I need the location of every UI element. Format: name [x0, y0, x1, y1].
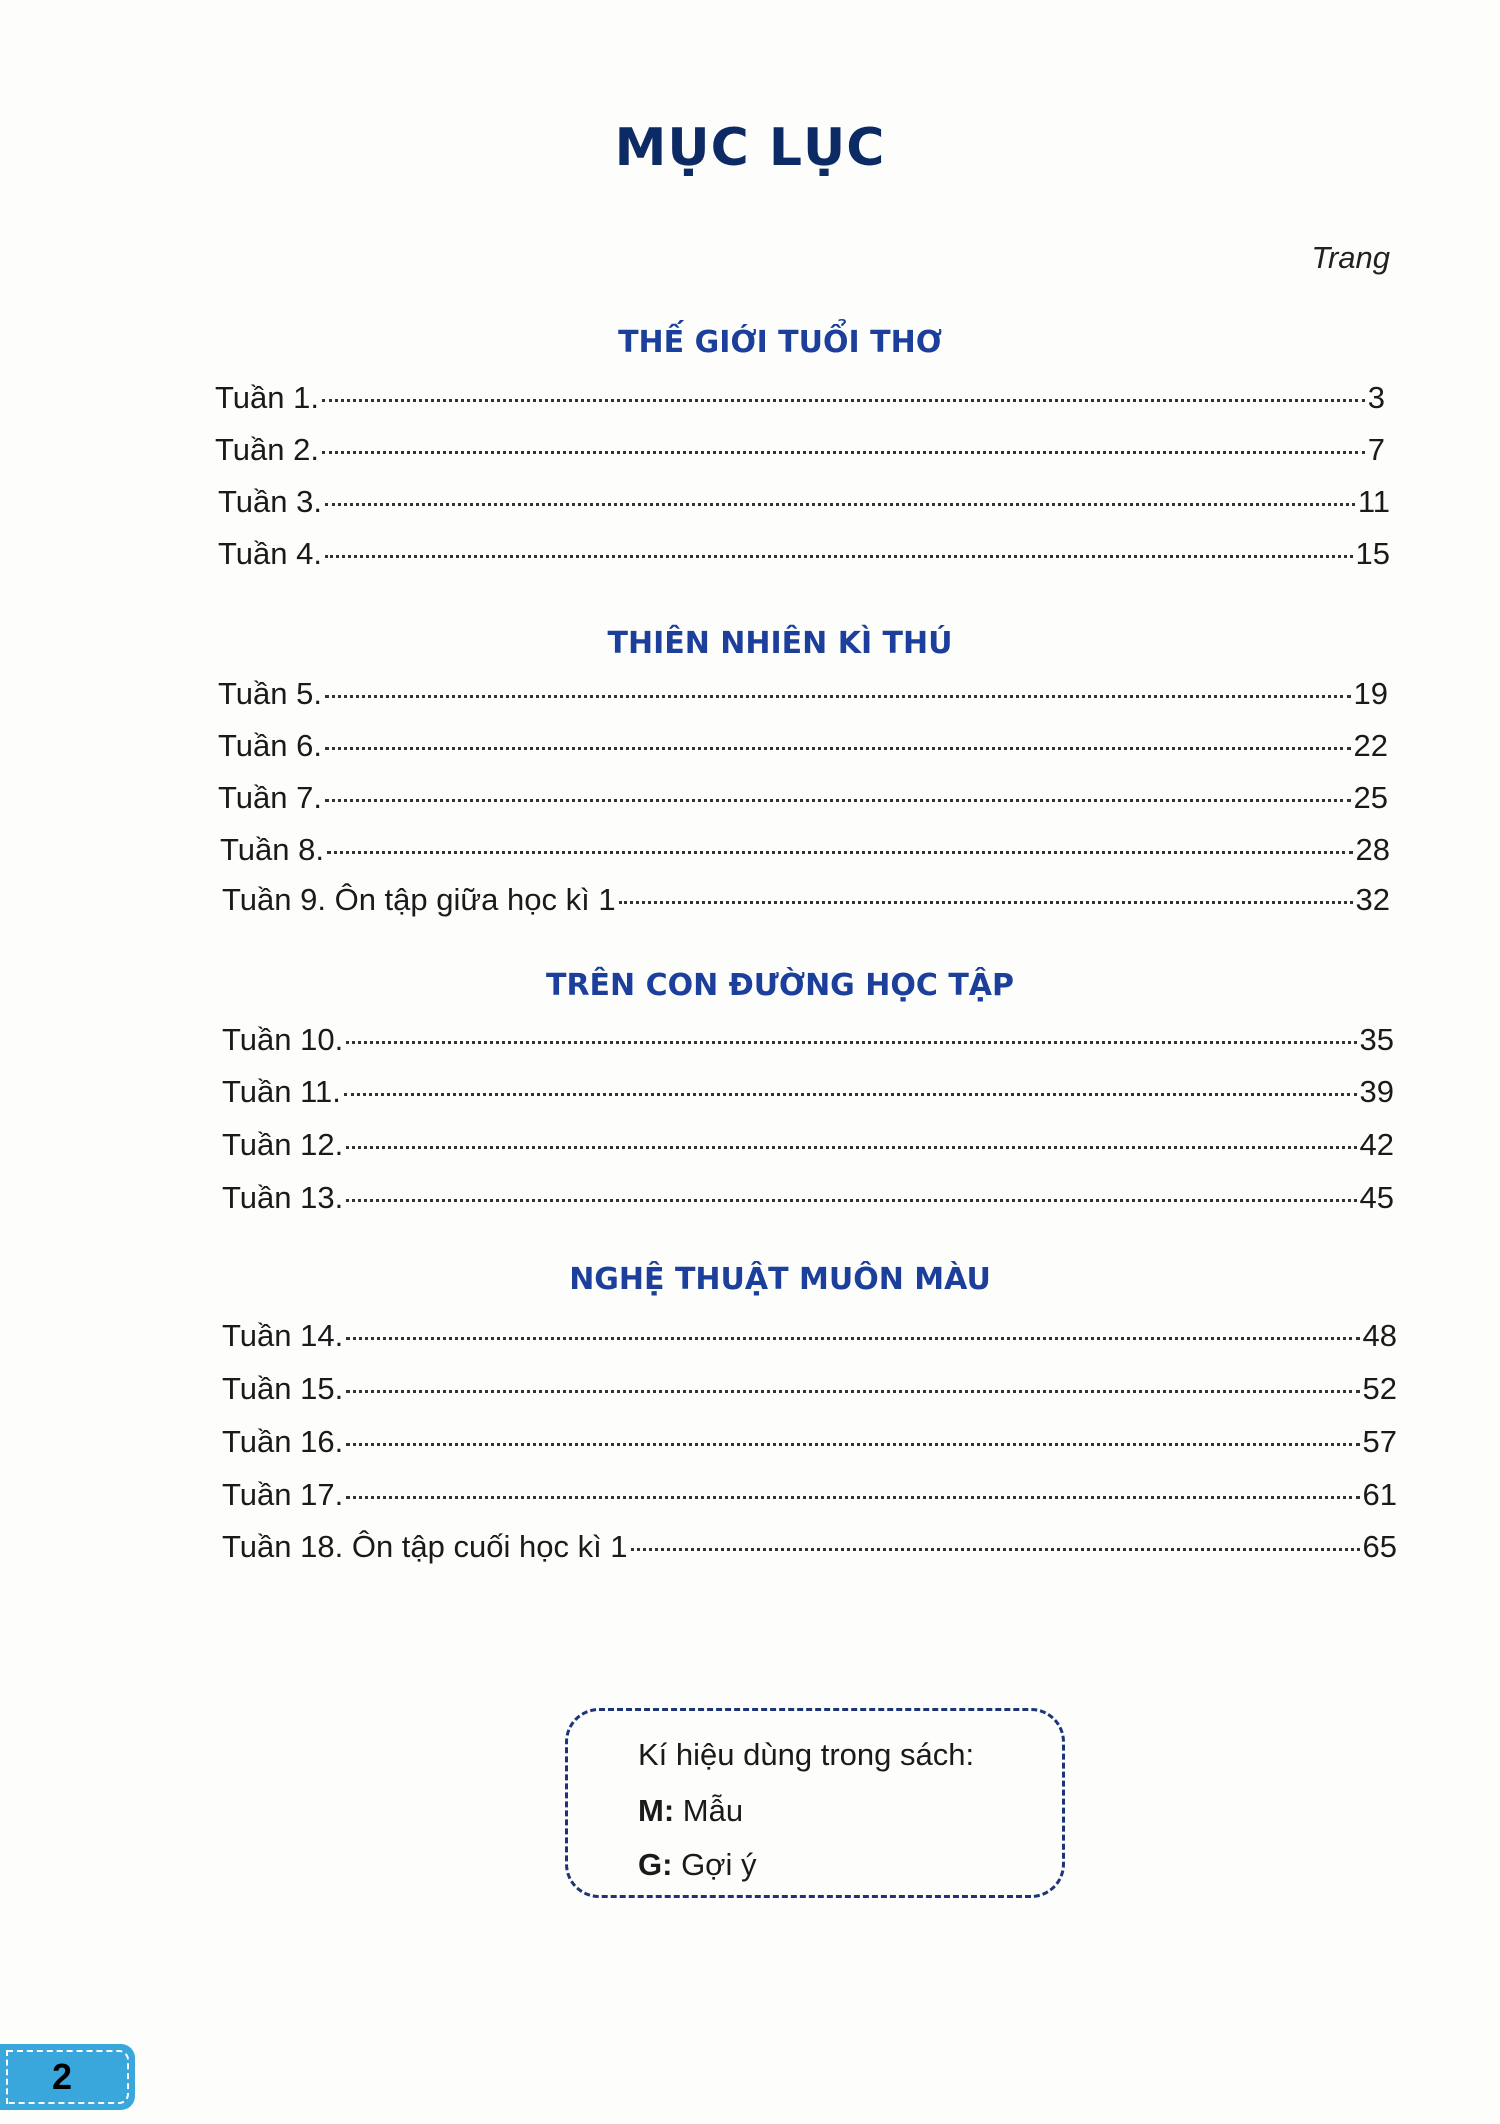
toc-entry-label: Tuần 4.	[218, 536, 322, 571]
toc-leader-dots	[344, 1093, 1357, 1096]
toc-entry-label: Tuần 18. Ôn tập cuối học kì 1	[222, 1529, 628, 1564]
toc-entry[interactable]	[222, 1529, 1397, 1573]
toc-entry-label: Tuần 11.	[222, 1074, 341, 1109]
toc-entry-label: Tuần 10.	[222, 1022, 344, 1057]
toc-leader-dots	[325, 747, 1351, 750]
toc-entry[interactable]	[215, 380, 1385, 424]
toc-entry-page: 25	[1353, 780, 1388, 815]
toc-entry-label: Tuần 6.	[218, 728, 322, 763]
toc-entry[interactable]	[222, 1424, 1397, 1468]
legend-heading: Kí hiệu dùng trong sách:	[638, 1737, 975, 1772]
toc-entry-label: Tuần 14.	[222, 1318, 344, 1353]
page-number-tab	[0, 2044, 135, 2110]
toc-leader-dots	[325, 799, 1351, 802]
section-title: NGHỆ THUẬT MUÔN MÀU	[569, 1262, 991, 1297]
legend-box	[565, 1708, 1065, 1898]
toc-entry[interactable]	[218, 780, 1388, 824]
toc-leader-dots	[325, 555, 1353, 558]
toc-leader-dots	[346, 1041, 1356, 1044]
toc-entry-page: 48	[1362, 1318, 1397, 1353]
toc-leader-dots	[322, 451, 1365, 454]
toc-entry-label: Tuần 15.	[222, 1371, 344, 1406]
toc-leader-dots	[325, 503, 1355, 506]
toc-entry[interactable]	[222, 1477, 1397, 1521]
toc-entry[interactable]	[215, 432, 1385, 476]
toc-entry[interactable]	[222, 1074, 1394, 1118]
toc-entry[interactable]	[218, 728, 1388, 772]
toc-entry-label: Tuần 13.	[222, 1180, 344, 1215]
legend-item	[638, 1793, 743, 1829]
toc-entry-label: Tuần 7.	[218, 780, 322, 815]
toc-entry-label: Tuần 8.	[220, 832, 324, 867]
toc-leader-dots	[619, 901, 1353, 904]
toc-entry[interactable]	[222, 882, 1390, 926]
toc-entry[interactable]	[220, 832, 1390, 876]
toc-leader-dots	[327, 851, 1353, 854]
legend-key: M:	[638, 1793, 675, 1828]
toc-leader-dots	[346, 1443, 1359, 1446]
toc-entry-label: Tuần 12.	[222, 1127, 344, 1162]
toc-entry-page: 42	[1359, 1127, 1394, 1162]
legend-meaning: Gợi ý	[681, 1847, 757, 1882]
toc-entry-page: 35	[1359, 1022, 1394, 1057]
toc-leader-dots	[346, 1337, 1359, 1340]
toc-entry-page: 3	[1367, 380, 1385, 415]
toc-entry-page: 57	[1362, 1424, 1397, 1459]
toc-entry-label: Tuần 3.	[218, 484, 322, 519]
page-number: 2	[52, 2056, 73, 2097]
toc-entry-label: Tuần 1.	[215, 380, 319, 415]
toc-entry-page: 11	[1357, 484, 1390, 519]
section-title: TRÊN CON ĐƯỜNG HỌC TẬP	[545, 968, 1014, 1003]
toc-entry-page: 22	[1353, 728, 1388, 763]
legend-item	[638, 1847, 757, 1883]
toc-entry[interactable]	[222, 1022, 1394, 1066]
toc-entry-label: Tuần 5.	[218, 676, 322, 711]
toc-entry[interactable]	[218, 676, 1388, 720]
toc-leader-dots	[346, 1146, 1356, 1149]
toc-entry-page: 39	[1359, 1074, 1394, 1109]
toc-leader-dots	[631, 1548, 1360, 1551]
toc-entry-page: 61	[1362, 1477, 1397, 1512]
toc-entry-page: 28	[1355, 832, 1390, 867]
toc-entry-page: 7	[1367, 432, 1385, 467]
toc-leader-dots	[322, 399, 1365, 402]
toc-leader-dots	[346, 1390, 1359, 1393]
toc-leader-dots	[346, 1199, 1356, 1202]
toc-entry-page: 52	[1362, 1371, 1397, 1406]
toc-entry[interactable]	[218, 536, 1390, 580]
toc-entry[interactable]	[218, 484, 1390, 528]
toc-entry[interactable]	[222, 1180, 1394, 1224]
toc-entry[interactable]	[222, 1318, 1397, 1362]
toc-leader-dots	[325, 695, 1351, 698]
toc-entry-page: 19	[1353, 676, 1388, 711]
page-column-label: Trang	[1311, 240, 1390, 275]
toc-entry[interactable]	[222, 1371, 1397, 1415]
toc-leader-dots	[346, 1496, 1359, 1499]
toc-entry-label: Tuần 16.	[222, 1424, 344, 1459]
toc-entry-label: Tuần 2.	[215, 432, 319, 467]
legend-key: G:	[638, 1847, 673, 1882]
toc-entry-page: 32	[1355, 882, 1390, 917]
section-title: THIÊN NHIÊN KÌ THÚ	[607, 626, 953, 661]
toc-entry[interactable]	[222, 1127, 1394, 1171]
section-title: THẾ GIỚI TUỔI THƠ	[618, 325, 942, 360]
legend-meaning: Mẫu	[682, 1793, 744, 1828]
toc-entry-label: Tuần 9. Ôn tập giữa học kì 1	[222, 882, 616, 917]
toc-entry-page: 15	[1355, 536, 1390, 571]
toc-entry-label: Tuần 17.	[222, 1477, 344, 1512]
toc-entry-page: 65	[1362, 1529, 1397, 1564]
page-title: MỤC LỤC	[614, 118, 886, 178]
toc-entry-page: 45	[1359, 1180, 1394, 1215]
